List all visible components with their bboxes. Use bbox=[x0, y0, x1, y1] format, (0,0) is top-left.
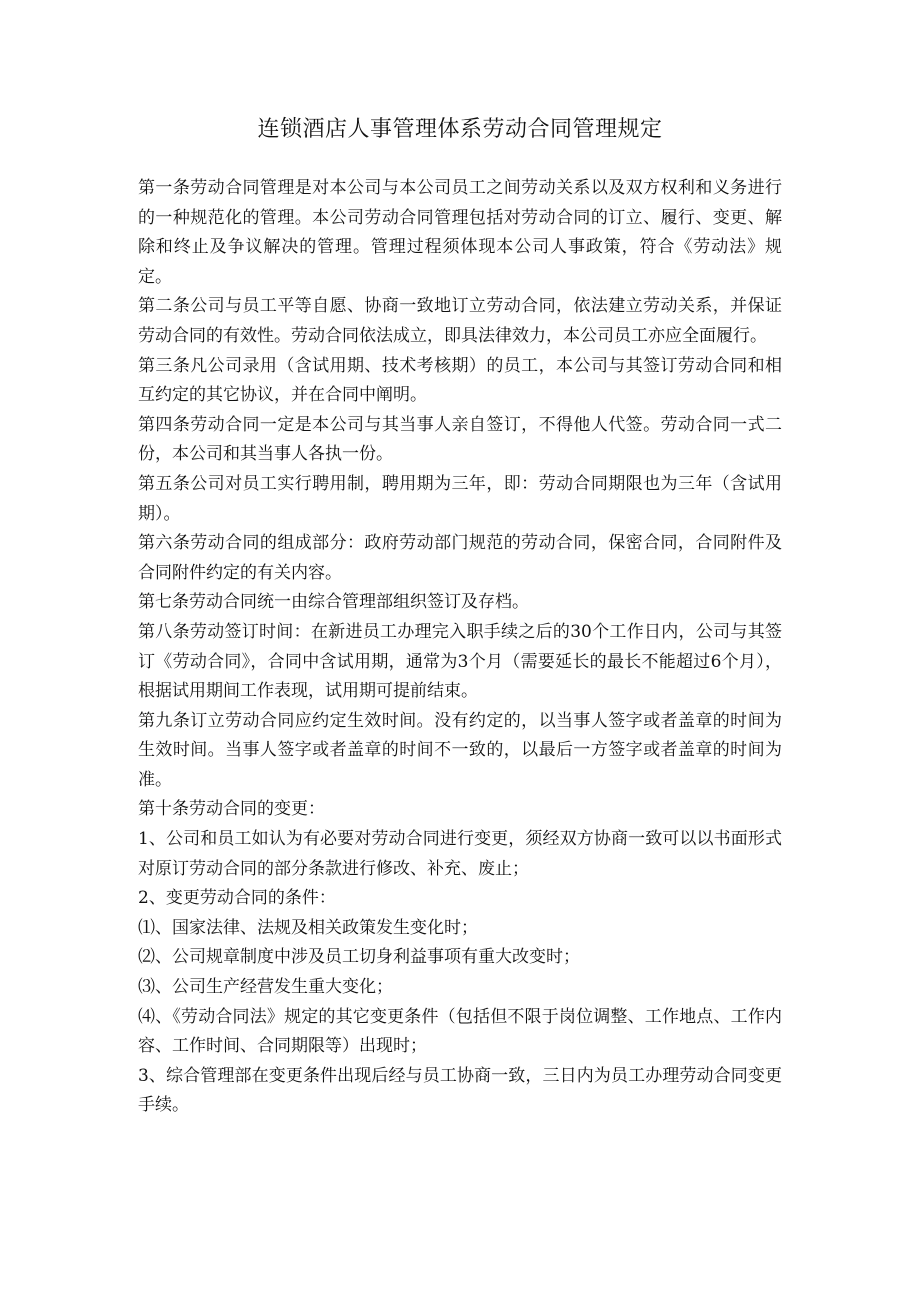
document-title: 连锁酒店人事管理体系劳动合同管理规定 bbox=[257, 117, 663, 142]
article-5: 第五条公司对员工实行聘用制，聘用期为三年，即：劳动合同期限也为三年（含试用期）。 bbox=[138, 473, 782, 524]
article-10-item-1: 1、公司和员工如认为有必要对劳动合同进行变更，须经双方协商一致可以以书面形式对原订劳动合同的部分条款进行修改、补充、废止； bbox=[138, 829, 782, 879]
article-3: 第三条凡公司录用（含试用期、技术考核期）的员工，本公司与其签订劳动合同和相互约定的其它协议，并在合同中阐明。 bbox=[138, 355, 782, 406]
condition-item-2: ⑵、公司规章制度中涉及员工切身利益事项有重大改变时； bbox=[138, 947, 580, 968]
condition-item-3: ⑶、公司生产经营发生重大变化； bbox=[138, 977, 393, 998]
article-6: 第六条劳动合同的组成部分：政府劳动部门规范的劳动合同，保密合同，合同附件及合同附件约定的有关内容。 bbox=[138, 533, 782, 583]
condition-item-4: ⑷、《劳动合同法》规定的其它变更条件（包括但不限于岗位调整、工作地点、工作内容、工作时间、合同期限等）出现时； bbox=[138, 1006, 782, 1057]
article-4: 第四条劳动合同一定是本公司与其当事人亲自签订，不得他人代签。劳动合同一式二份，本公司和其当事人各执一份。 bbox=[138, 414, 782, 465]
article-10-item-3: 3、综合管理部在变更条件出现后经与员工协商一致，三日内为员工办理劳动合同变更手续。 bbox=[138, 1065, 782, 1116]
article-10-heading: 第十条劳动合同的变更： bbox=[138, 799, 325, 820]
article-1: 第一条劳动合同管理是对本公司与本公司员工之间劳动关系以及双方权利和义务进行的一种规范化的管理。本公司劳动合同管理包括对劳动合同的订立、履行、变更、解除和终止及争议解决的管理。管理过程须体现本公司人事政策，符合《劳动法》规定。 bbox=[138, 178, 782, 287]
article-10-item-2: 2、变更劳动合同的条件： bbox=[138, 888, 336, 909]
article-9: 第九条订立劳动合同应约定生效时间。没有约定的，以当事人签字或者盖章的时间为生效时间。当事人签字或者盖章的时间不一致的，以最后一方签字或者盖章的时间为准。 bbox=[138, 710, 782, 790]
document-body bbox=[138, 174, 782, 1121]
article-2: 第二条公司与员工平等自愿、协商一致地订立劳动合同，依法建立劳动关系，并保证劳动合同的有效性。劳动合同依法成立，即具法律效力，本公司员工亦应全面履行。 bbox=[138, 296, 782, 346]
article-7: 第七条劳动合同统一由综合管理部组织签订及存档。 bbox=[138, 592, 529, 613]
article-8: 第八条劳动签订时间：在新进员工办理完入职手续之后的30个工作日内，公司与其签订《劳动合同》，合同中含试用期，通常为3个月（需要延长的最长不能超过6个月），根据试用期间工作表现，试用期可提前结束。 bbox=[138, 621, 782, 702]
condition-item-1: ⑴、国家法律、法规及相关政策发生变化时； bbox=[138, 917, 478, 938]
